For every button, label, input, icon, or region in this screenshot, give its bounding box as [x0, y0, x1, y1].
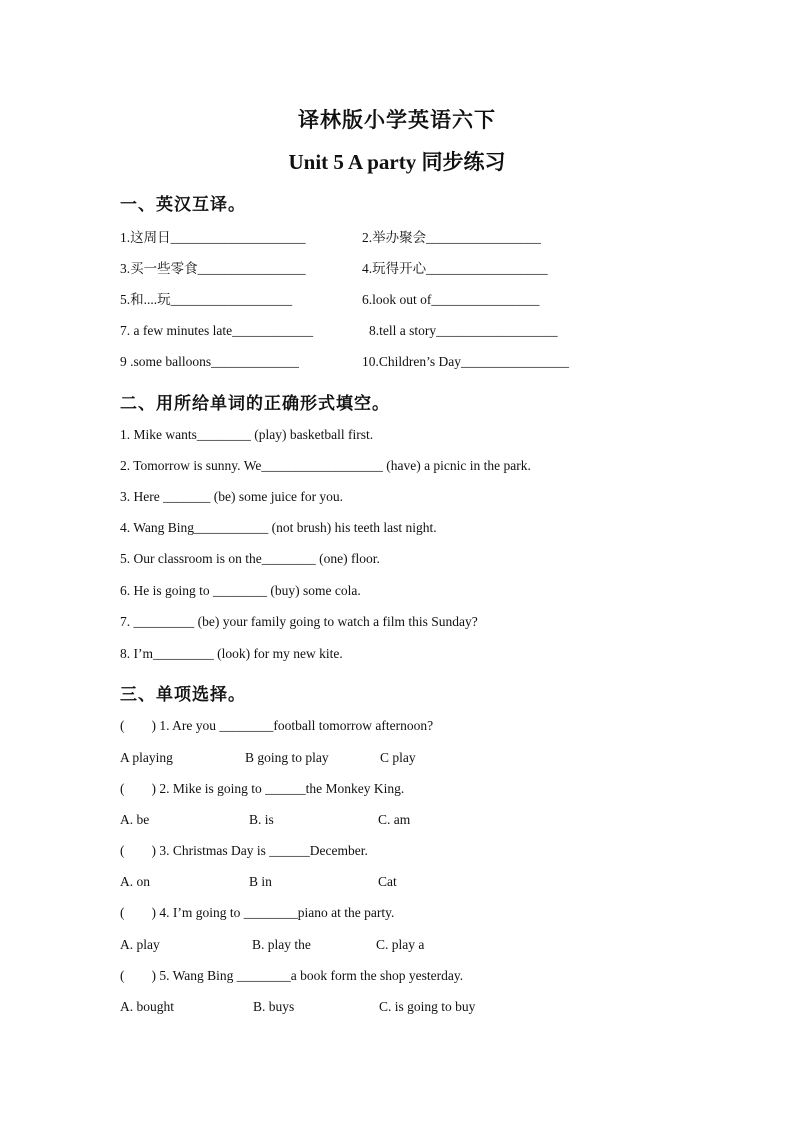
fill-in-item-6: 6. He is going to ________ (buy) some cola. [120, 583, 361, 598]
choice-question-2: ( ) 2. Mike is going to ______the Monkey King. [120, 781, 405, 796]
translation-item-10: 10.Children’s Day________________ [362, 354, 569, 369]
choice-option-c: C. is going to buy [379, 999, 476, 1014]
choice-option-c: C. play a [376, 937, 425, 952]
choice-option-b: B in [249, 874, 272, 889]
translation-item-1: 1.这周日____________________ [120, 230, 306, 245]
choice-option-a: A playing [120, 750, 173, 765]
fill-in-item-4: 4. Wang Bing___________ (not brush) his teeth last night. [120, 520, 437, 535]
choice-question-4: ( ) 4. I’m going to ________piano at the party. [120, 905, 395, 920]
page-subtitle: Unit 5 A party 同步练习 [288, 150, 506, 174]
section-heading-fill-in: 二、用所给单词的正确形式填空。 [120, 394, 390, 414]
choice-option-a: A. on [120, 874, 150, 889]
choice-option-b: B. play the [252, 937, 311, 952]
fill-in-item-8: 8. I’m_________ (look) for my new kite. [120, 646, 343, 661]
translation-item-7: 7. a few minutes late____________ [120, 323, 314, 338]
translation-item-8: 8.tell a story__________________ [369, 323, 558, 338]
page-title: 译林版小学英语六下 [298, 108, 496, 132]
choice-option-a: A. be [120, 812, 150, 827]
translation-item-6: 6.look out of________________ [362, 292, 540, 307]
section-heading-multiple-choice: 三、单项选择。 [120, 685, 246, 705]
fill-in-item-7: 7. _________ (be) your family going to watch a film this Sunday? [120, 614, 478, 629]
choice-option-b: B. is [249, 812, 274, 827]
choice-option-b: B going to play [245, 750, 329, 765]
choice-question-1: ( ) 1. Are you ________football tomorrow afternoon? [120, 718, 434, 733]
section-heading-translation: 一、英汉互译。 [120, 195, 246, 215]
translation-item-4: 4.玩得开心__________________ [362, 261, 548, 276]
choice-question-5: ( ) 5. Wang Bing ________a book form the shop yesterday. [120, 968, 464, 983]
translation-item-2: 2.举办聚会_________________ [362, 230, 541, 245]
choice-option-b: B. buys [253, 999, 295, 1014]
choice-option-a: A. bought [120, 999, 174, 1014]
choice-option-c: C play [380, 750, 416, 765]
fill-in-item-5: 5. Our classroom is on the________ (one) floor. [120, 551, 380, 566]
choice-option-a: A. play [120, 937, 160, 952]
fill-in-item-2: 2. Tomorrow is sunny. We__________________ (have) a picnic in the park. [120, 458, 531, 473]
choice-option-c: Cat [378, 874, 397, 889]
translation-item-5: 5.和....玩__________________ [120, 292, 293, 307]
choice-option-c: C. am [378, 812, 411, 827]
fill-in-item-1: 1. Mike wants________ (play) basketball first. [120, 427, 374, 442]
translation-item-9: 9 .some balloons_____________ [120, 354, 299, 369]
choice-question-3: ( ) 3. Christmas Day is ______December. [120, 843, 368, 858]
fill-in-item-3: 3. Here _______ (be) some juice for you. [120, 489, 344, 504]
translation-item-3: 3.买一些零食________________ [120, 261, 306, 276]
